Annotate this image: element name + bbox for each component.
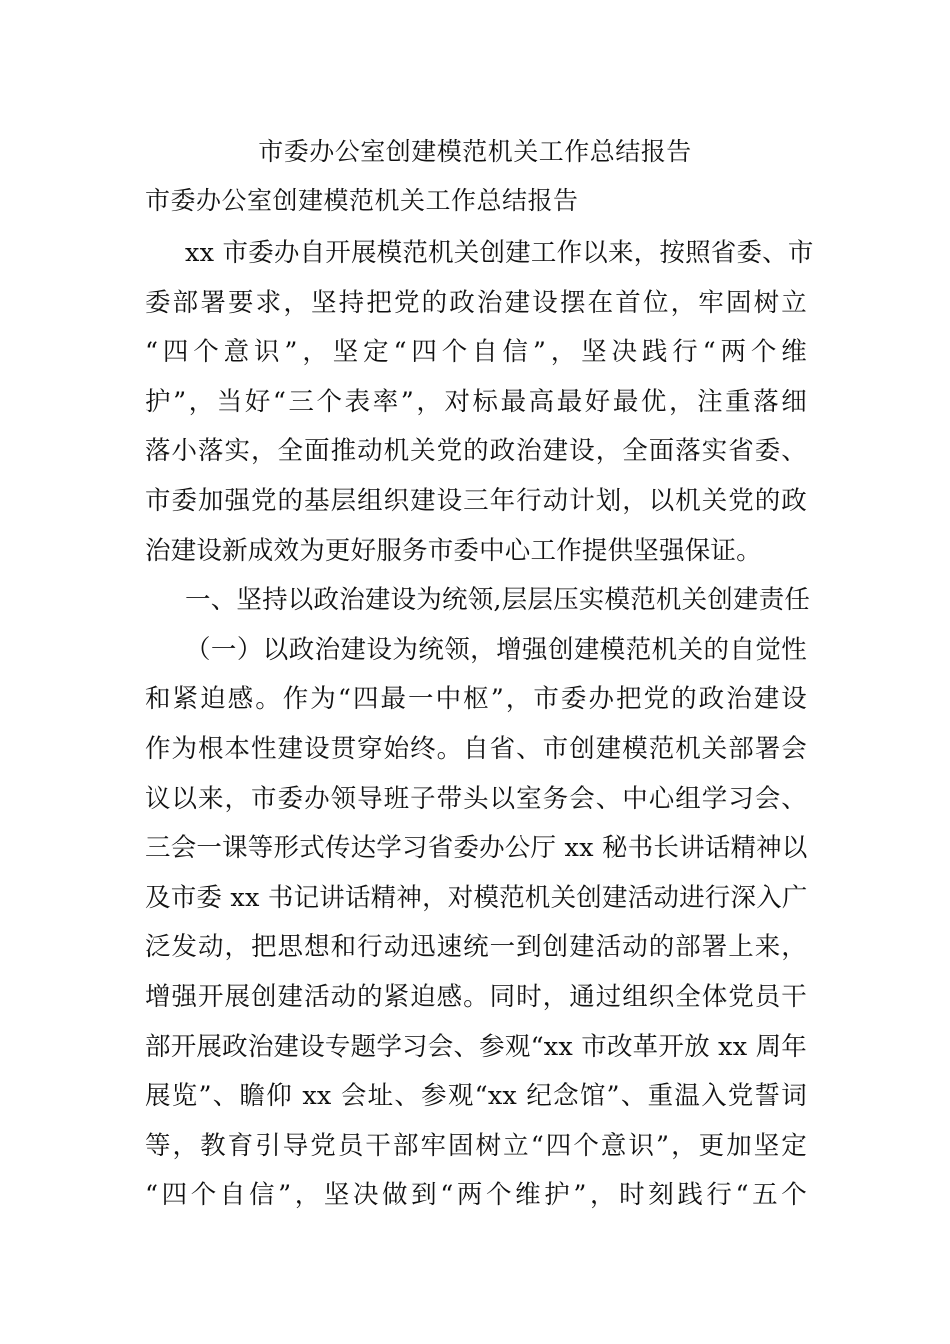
paragraph-line: 及市委 xx 书记讲话精神，对模范机关创建活动进行深入广 xyxy=(145,882,808,913)
paragraph-line: 泛发动，把思想和行动迅速统一到创建活动的部署上来， xyxy=(145,932,807,963)
paragraph-line: 议以来，市委办领导班子带头以室务会、中心组学习会、 xyxy=(145,783,807,814)
paragraph-line: 作为根本性建设贯穿始终。自省、市创建模范机关部署会 xyxy=(145,733,807,764)
paragraph-line: 和紧迫感。作为“四最一中枢”，市委办把党的政治建设 xyxy=(145,684,807,715)
document-body xyxy=(145,229,814,1221)
paragraph-line: xx 市委办自开展模范机关创建工作以来，按照省委、市 xyxy=(185,238,814,268)
paragraph-line: 等，教育引导党员干部牢固树立“四个意识”，更加坚定 xyxy=(145,1130,807,1161)
paragraph-line: “四个自信”，坚决做到“两个维护”，时刻践行“五个 xyxy=(145,1180,807,1211)
paragraph-line: 展览”、瞻仰 xx 会址、参观“xx 纪念馆”、重温入党誓词 xyxy=(145,1081,807,1112)
paragraph-line: 市委加强党的基层组织建设三年行动计划，以机关党的政 xyxy=(145,485,807,516)
document-title-centered: 市委办公室创建模范机关工作总结报告 xyxy=(258,137,692,166)
paragraph-line: “四个意识”，坚定“四个自信”，坚决践行“两个维 xyxy=(145,337,807,368)
paragraph-line: 三会一课等形式传达学习省委办公厅 xx 秘书长讲话精神以 xyxy=(145,833,808,864)
paragraph-line: 部开展政治建设专题学习会、参观“xx 市改革开放 xx 周年 xyxy=(145,1031,807,1062)
paragraph-line: 委部署要求，坚持把党的政治建设摆在首位，牢固树立 xyxy=(145,287,807,318)
paragraph-line: 增强开展创建活动的紧迫感。同时，通过组织全体党员干 xyxy=(145,981,807,1012)
paragraph-line: 治建设新成效为更好服务市委中心工作提供坚强保证。 xyxy=(145,535,762,566)
document-title-left: 市委办公室创建模范机关工作总结报告 xyxy=(145,186,579,215)
paragraph-line: 落小落实，全面推动机关党的政治建设，全面落实省委、 xyxy=(145,436,807,467)
subsection-heading-line: （一）以政治建设为统领，增强创建模范机关的自觉性 xyxy=(185,634,807,665)
paragraph-line: 护”，当好“三个表率”，对标最高最好最优，注重落细 xyxy=(145,386,807,417)
section-heading: 一、坚持以政治建设为统领,层层压实模范机关创建责任 xyxy=(185,585,811,616)
